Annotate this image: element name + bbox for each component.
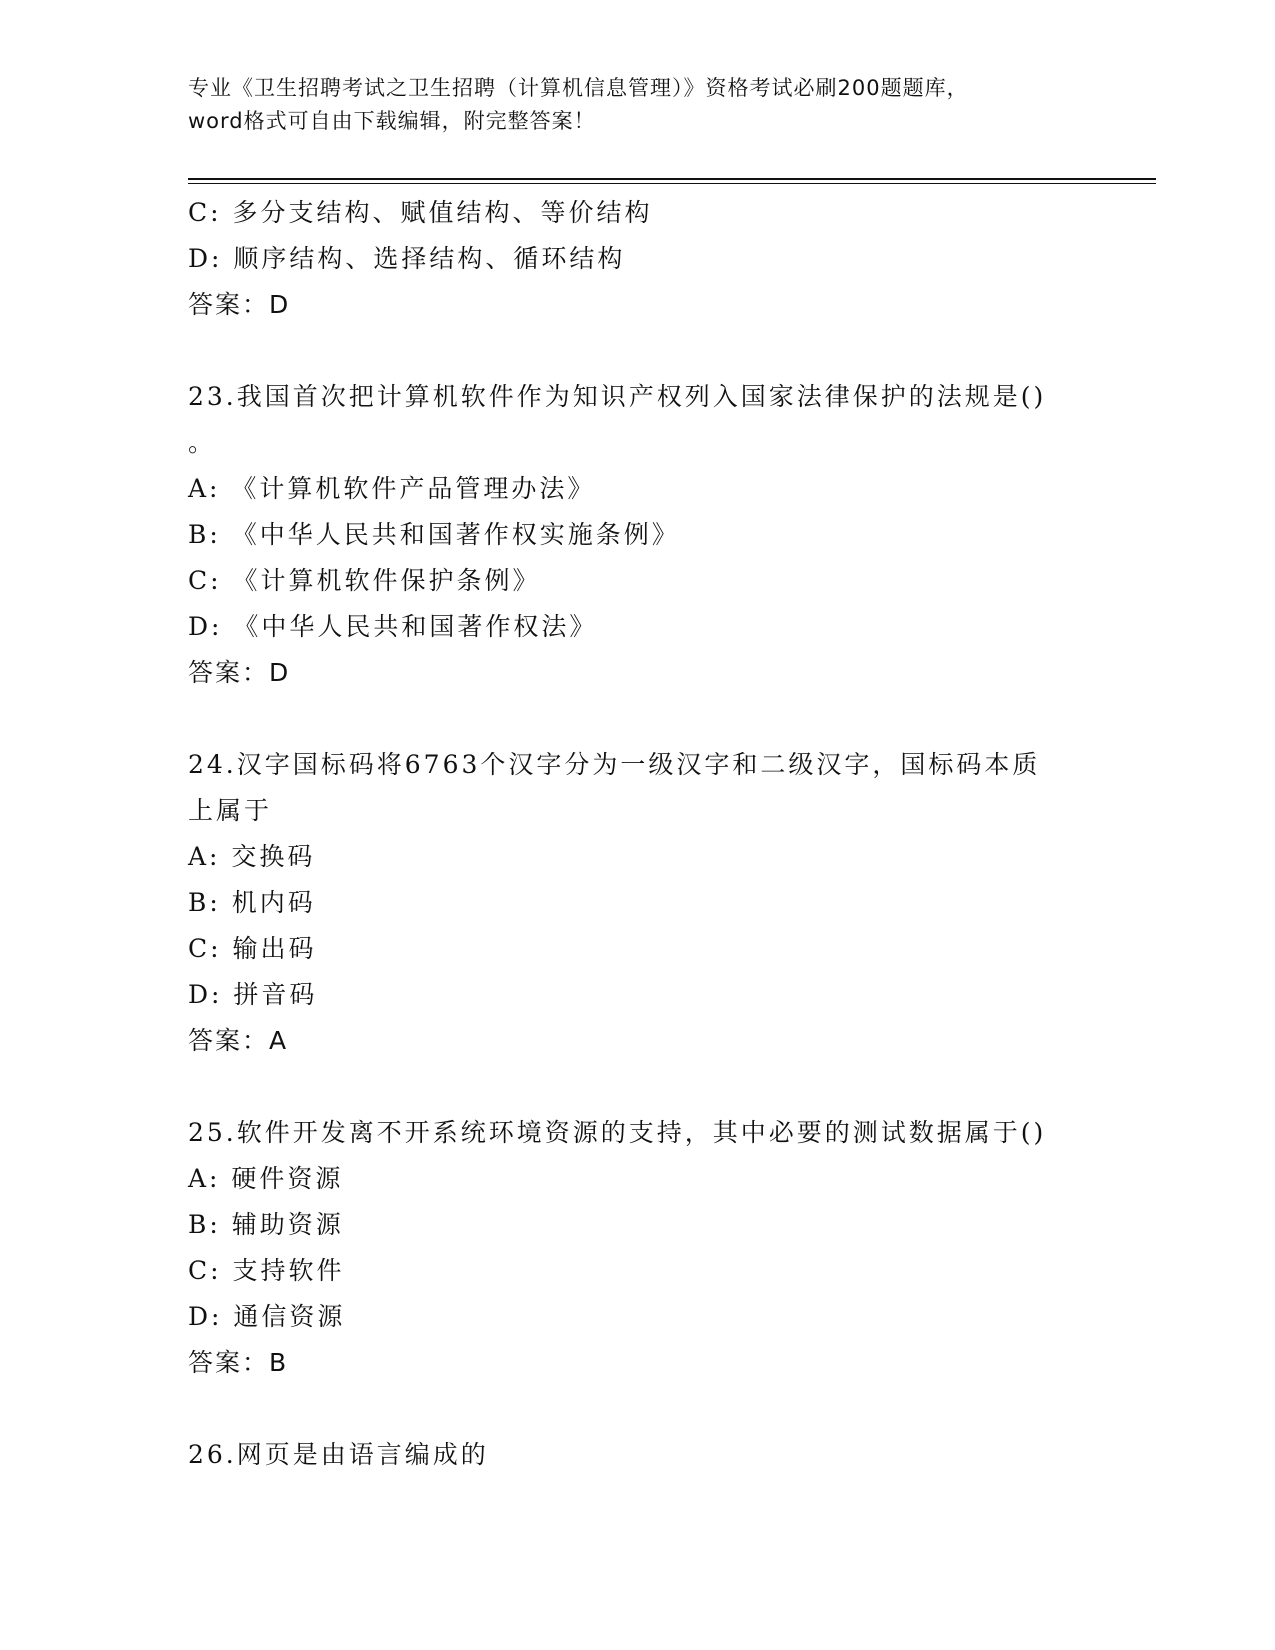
answer-label: 答案：A	[188, 1026, 289, 1055]
answer-label: 答案：D	[188, 290, 291, 319]
spacer	[188, 1064, 1088, 1110]
question-stem-continuation: 上属于	[188, 796, 273, 825]
option-d: D: 顺序结构、选择结构、循环结构	[188, 244, 626, 273]
question-23	[188, 374, 1088, 696]
option-a: A: 《计算机软件产品管理办法》	[188, 474, 596, 503]
question-25	[188, 1110, 1088, 1386]
question-stem: 23.我国首次把计算机软件作为知识产权列入国家法律保护的法规是()	[188, 382, 1047, 411]
option-b: B: 辅助资源	[188, 1210, 344, 1239]
option-c: C: 《计算机软件保护条例》	[188, 566, 541, 595]
answer-label: 答案：B	[188, 1348, 289, 1377]
question-stem: 26.网页是由语言编成的	[188, 1440, 489, 1469]
option-d: D: 通信资源	[188, 1302, 346, 1331]
header-divider-thick	[188, 178, 1156, 180]
question-stem: 24.汉字国标码将6763个汉字分为一级汉字和二级汉字，国标码本质	[188, 750, 1041, 779]
option-a: A: 交换码	[188, 842, 316, 871]
spacer	[188, 1386, 1088, 1432]
option-a: A: 硬件资源	[188, 1164, 344, 1193]
option-c: C: 输出码	[188, 934, 317, 963]
option-d: D: 拼音码	[188, 980, 318, 1009]
header-line-2: word格式可自由下载编辑，附完整答案！	[188, 109, 596, 133]
spacer	[188, 696, 1088, 742]
spacer	[188, 328, 1088, 374]
header-divider-thin	[188, 183, 1156, 184]
option-b: B: 《中华人民共和国著作权实施条例》	[188, 520, 680, 549]
question-22	[188, 190, 1088, 328]
answer-label: 答案：D	[188, 658, 291, 687]
question-list	[188, 190, 1088, 1478]
question-24	[188, 742, 1088, 1064]
header-line-1: 专业《卫生招聘考试之卫生招聘（计算机信息管理）》资格考试必刷200题题库，	[188, 76, 969, 100]
option-c: C: 支持软件	[188, 1256, 345, 1285]
option-b: B: 机内码	[188, 888, 316, 917]
document-header	[188, 72, 1068, 138]
option-d: D: 《中华人民共和国著作权法》	[188, 612, 598, 641]
question-stem: 25.软件开发离不开系统环境资源的支持，其中必要的测试数据属于()	[188, 1118, 1047, 1147]
question-26	[188, 1432, 1088, 1478]
question-stem-continuation: 。	[188, 428, 217, 457]
option-c: C: 多分支结构、赋值结构、等价结构	[188, 198, 653, 227]
